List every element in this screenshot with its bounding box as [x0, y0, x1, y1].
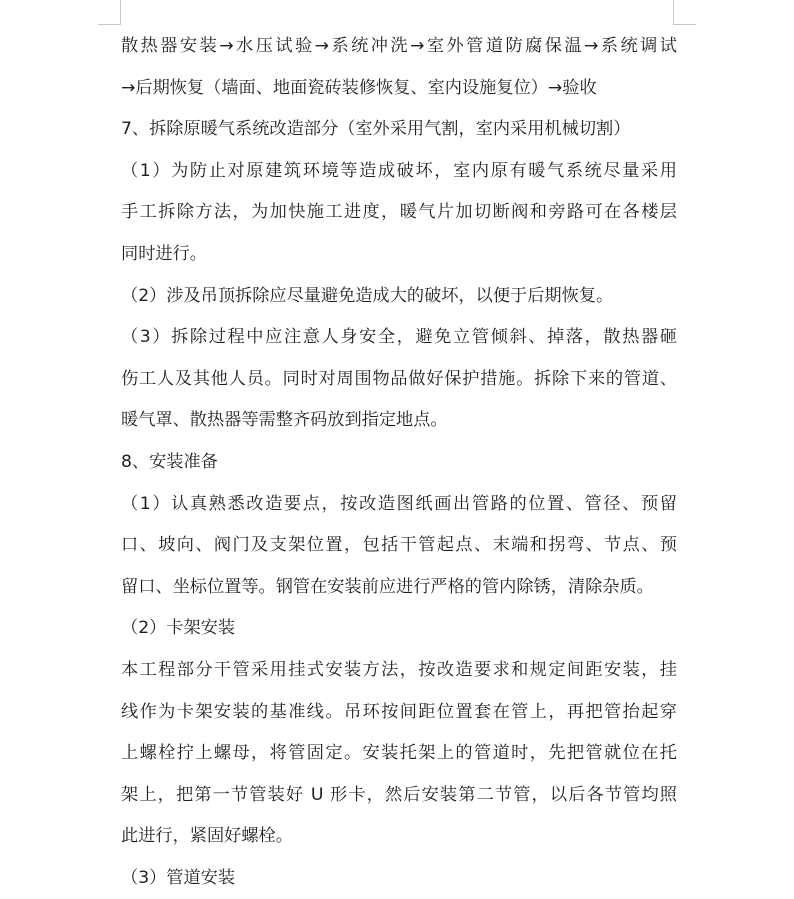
crop-mark-top-right — [673, 0, 696, 25]
text-line: →后期恢复（墙面、地面瓷砖装修恢复、室内设施复位）→验收 — [121, 77, 597, 98]
text-line: 手工拆除方法，为加快施工进度，暖气片加切断阀和旁路可在各楼层 — [121, 202, 677, 223]
crop-mark-top-left — [98, 0, 121, 25]
text-line: 口、坡向、阀门及支架位置，包括干管起点、末端和拐弯、节点、预 — [121, 535, 677, 556]
text-line: 伤工人及其他人员。同时对周围物品做好保护措施。拆除下来的管道、 — [121, 368, 677, 389]
section-heading: 8、安装准备 — [121, 451, 218, 472]
text-line: 同时进行。 — [121, 243, 207, 264]
text-line: （3）拆除过程中应注意人身安全，避免立管倾斜、掉落，散热器砸 — [121, 327, 677, 348]
subsection-heading: （2）卡架安装 — [121, 618, 236, 639]
section-heading: 7、拆除原暖气系统改造部分（室外采用气割，室内采用机械切割） — [121, 119, 631, 140]
text-line: 此进行，紧固好螺栓。 — [121, 826, 293, 847]
subsection-heading: （3）管道安装 — [121, 867, 236, 888]
text-line: 留口、坐标位置等。钢管在安装前应进行严格的管内除锈，清除杂质。 — [121, 576, 654, 597]
text-line: 本工程部分干管采用挂式安装方法，按改造要求和规定间距安装，挂 — [121, 659, 677, 680]
text-line: 线作为卡架安装的基准线。吊环按间距位置套在管上，再把管抬起穿 — [121, 701, 677, 722]
text-line: 上螺栓拧上螺母，将管固定。安装托架上的管道时，先把管就位在托 — [121, 743, 677, 764]
text-line: （1）认真熟悉改造要点，按改造图纸画出管路的位置、管径、预留 — [121, 493, 677, 514]
text-line: （1）为防止对原建筑环境等造成破坏，室内原有暖气系统尽量采用 — [121, 160, 677, 181]
text-line: 架上，把第一节管装好 U 形卡，然后安装第二节管，以后各节管均照 — [121, 784, 677, 805]
text-line: 散热器安装→水压试验→系统冲洗→室外管道防腐保温→系统调试 — [121, 36, 677, 56]
text-line: （2）涉及吊顶拆除应尽量避免造成大的破坏，以便于后期恢复。 — [121, 285, 614, 306]
text-line: 暖气罩、散热器等需整齐码放到指定地点。 — [121, 410, 448, 431]
document-body — [121, 26, 677, 899]
